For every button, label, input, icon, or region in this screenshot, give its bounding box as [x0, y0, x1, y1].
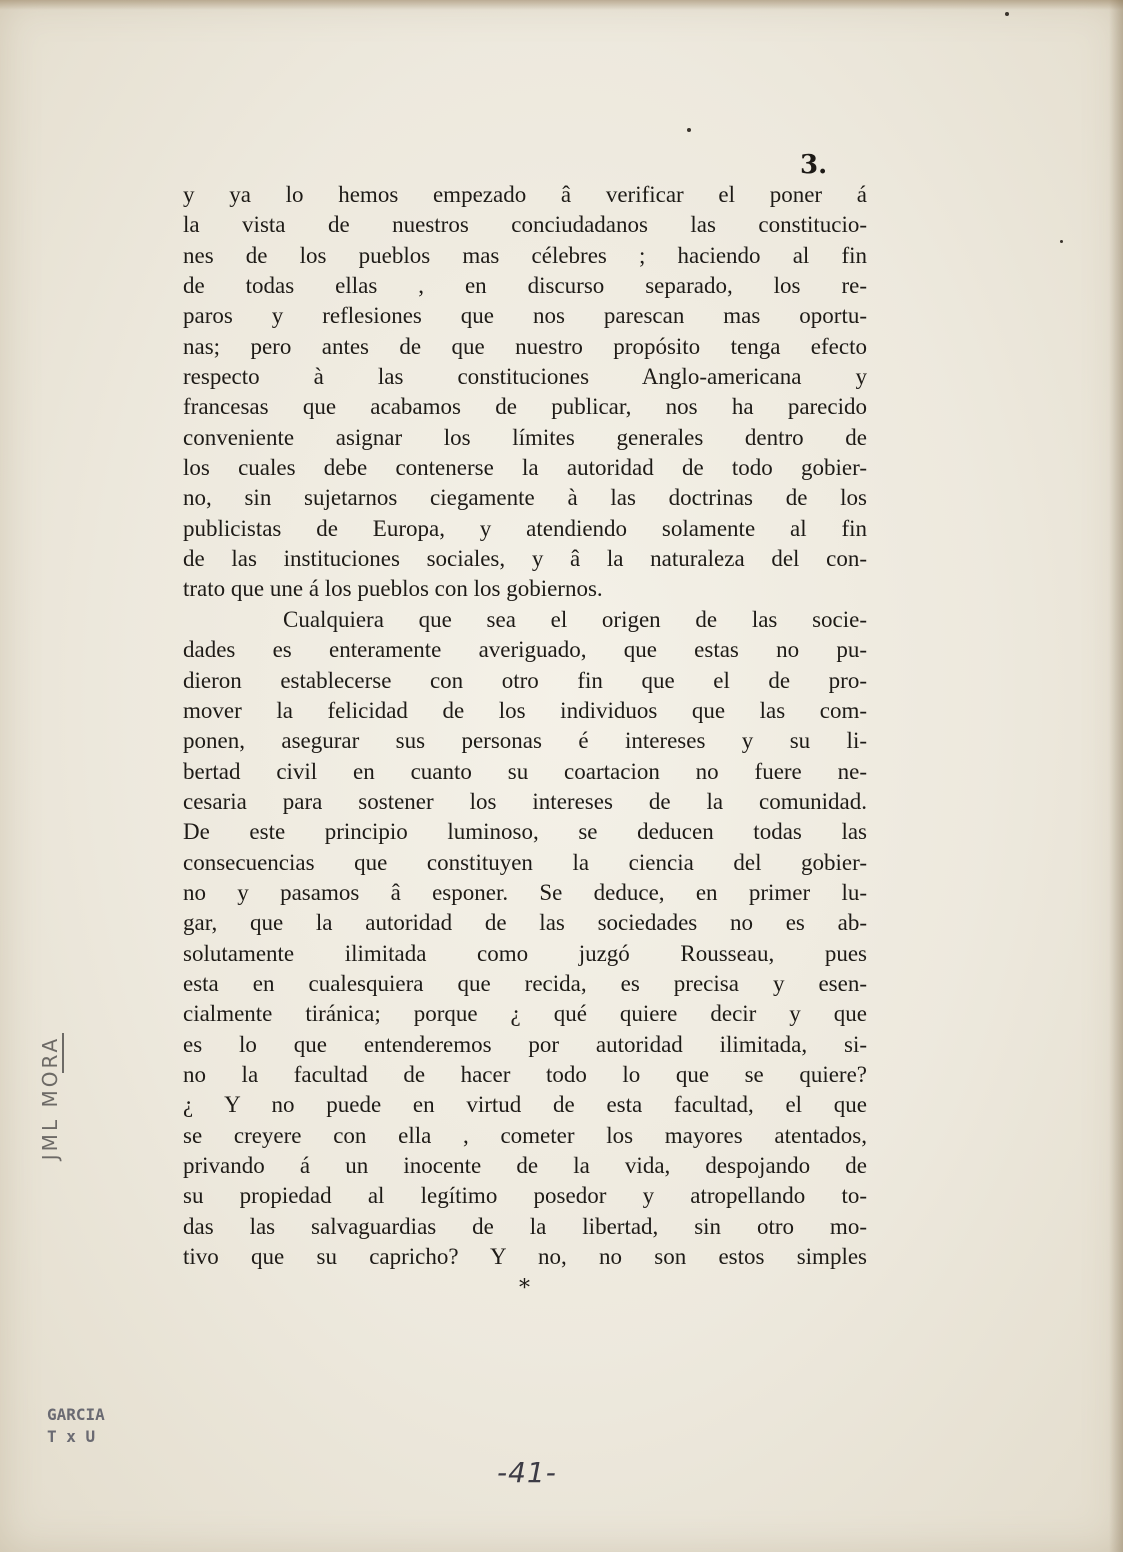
text-line: consecuencias que constituyen la ciencia del gobier- — [183, 849, 867, 875]
page-number: 3. — [800, 150, 828, 180]
text-line: bertad civil en cuanto su coartacion no fuere ne- — [183, 758, 867, 784]
text-line: gar, que la autoridad de las sociedades no es ab- — [183, 910, 867, 936]
text-line: la vista de nuestros conciudadanos las constitucio- — [183, 212, 867, 238]
text-line: das las salvaguardias de la libertad, sin otro mo- — [183, 1213, 867, 1239]
text-line: ponen, asegurar sus personas é intereses y su li- — [183, 728, 867, 754]
text-line: dieron establecerse con otro fin que el de pro- — [183, 667, 867, 693]
text-line: conveniente asignar los límites generales dentro de — [183, 424, 867, 450]
stamp-underline — [62, 1033, 64, 1073]
text-line: de las instituciones sociales, y â la naturaleza del con- — [183, 546, 867, 572]
text-line: cialmente tiránica; porque ¿ qué quiere decir y que — [183, 1001, 867, 1027]
signature-mark: * — [519, 1276, 530, 1301]
text-line: solutamente ilimitada como juzgó Rousseau, pues — [183, 940, 867, 966]
text-line: nas; pero antes de que nuestro propósito tenga efecto — [183, 333, 867, 359]
text-line: tivo que su capricho? Y no, no son estos simples — [183, 1244, 867, 1270]
garcia-stamp — [47, 1404, 105, 1448]
text-line: privando á un inocente de la vida, despojando de — [183, 1153, 867, 1178]
text-line: no, sin sujetarnos ciegamente à las doctrinas de los — [183, 485, 867, 511]
library-stamp-text: JML MORA — [38, 1035, 62, 1160]
folio-number: -41- — [497, 1456, 557, 1489]
text-line: ¿ Y no puede en virtud de esta facultad, el que — [183, 1092, 867, 1118]
text-line: De este principio luminoso, se deducen todas las — [183, 819, 867, 845]
text-line: y ya lo hemos empezado â verificar el poner á — [183, 182, 867, 207]
body-text — [183, 180, 867, 1272]
garcia-stamp-line2: T x U — [47, 1427, 96, 1446]
ink-speck — [687, 128, 691, 132]
text-line: esta en cualesquiera que recida, es precisa y esen- — [183, 970, 867, 996]
text-line: dades es enteramente averiguado, que estas no pu- — [183, 637, 867, 663]
text-line: trato que une á los pueblos con los gobiernos. — [183, 576, 603, 602]
text-line: cesaria para sostener los intereses de la comunidad. — [183, 788, 867, 814]
garcia-stamp-line1: GARCIA — [47, 1405, 105, 1424]
text-line: nes de los pueblos mas célebres ; haciendo al fin — [183, 242, 867, 268]
text-line: su propiedad al legítimo posedor y atropellando to- — [183, 1183, 867, 1209]
text-line: mover la felicidad de los individuos que las com- — [183, 697, 867, 723]
ink-speck — [1005, 12, 1009, 16]
text-line: francesas que acabamos de publicar, nos ha parecido — [183, 394, 867, 420]
text-line: los cuales debe contenerse la autoridad de todo gobier- — [183, 455, 867, 481]
text-line: es lo que entenderemos por autoridad ilimitada, si- — [183, 1031, 867, 1057]
ink-speck — [1060, 240, 1063, 243]
text-line: publicistas de Europa, y atendiendo solamente al fin — [183, 515, 867, 541]
page-right-edge — [1109, 0, 1123, 1552]
library-stamp — [28, 1025, 72, 1170]
text-line: de todas ellas , en discurso separado, los re- — [183, 273, 867, 299]
text-line: no la facultad de hacer todo lo que se quiere? — [183, 1061, 867, 1087]
paragraph-start-line: Cualquiera que sea el origen de las socie- — [283, 606, 867, 632]
text-line: respecto à las constituciones Anglo-americana y — [183, 364, 867, 390]
text-line: se creyere con ella , cometer los mayores atentados, — [183, 1122, 867, 1148]
text-line: paros y reflesiones que nos parescan mas oportu- — [183, 303, 867, 329]
text-line: no y pasamos â esponer. Se deduce, en primer lu- — [183, 879, 867, 905]
page-top-edge — [0, 0, 1123, 10]
